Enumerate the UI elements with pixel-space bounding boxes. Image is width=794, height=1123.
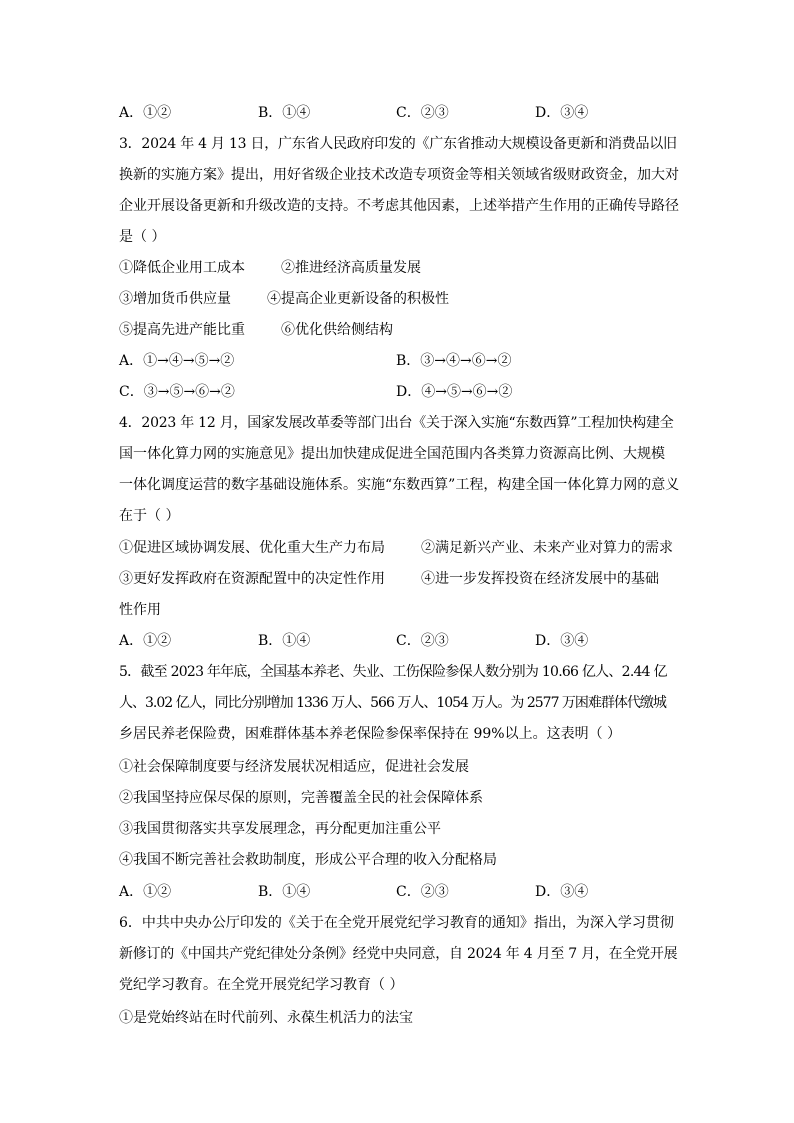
q2-option-c: C．②③: [396, 105, 449, 121]
q4-item-1: ①促进区域协调发展、优化重大生产力布局: [119, 540, 385, 556]
q5-option-a: A．①②: [119, 884, 172, 900]
q4-stem-line-2: 国一体化算力网的实施意见》提出加快建成促进全国范围内各类算力资源高比例、大规模: [119, 446, 665, 462]
q3-item-4: ④提高企业更新设备的积极性: [267, 291, 449, 307]
q4-stem-line-1: 4．2023 年 12 月，国家发展改革委等部门出台《关于深入实施“东数西算”工程加快构建全: [119, 415, 674, 431]
q3-item-2: ②推进经济高质量发展: [281, 260, 421, 276]
q2-option-d: D．③④: [535, 105, 589, 121]
q6-stem-line-3: 党纪学习教育。在全党开展党纪学习教育（ ）: [119, 977, 404, 993]
q3-stem-line-3: 企业开展设备更新和升级改造的支持。不考虑其他因素，上述举措产生作用的正确传导路径: [119, 198, 679, 214]
q4-option-c: C．②③: [396, 633, 449, 649]
q3-item-3: ③增加货币供应量: [119, 291, 231, 307]
q5-item-4: ④我国不断完善社会救助制度，形成公平合理的收入分配格局: [119, 852, 497, 868]
q5-option-b: B．①④: [258, 884, 311, 900]
q2-option-a: A．①②: [119, 105, 172, 121]
q5-option-d: D．③④: [535, 884, 589, 900]
q3-item-1: ①降低企业用工成本: [119, 260, 245, 276]
q4-option-a: A．①②: [119, 633, 172, 649]
q6-stem-line-1: 6．中共中央办公厅印发的《关于在全党开展党纪学习教育的通知》指出，为深入学习贯彻: [119, 915, 674, 931]
q4-option-b: B．①④: [258, 633, 311, 649]
q3-stem-line-2: 换新的实施方案》提出，用好省级企业技术改造专项资金等相关领域省级财政资金，加大对: [119, 167, 679, 183]
q5-stem-line-3: 乡居民养老保险费，困难群体基本养老保险参保率保持在 99%以上。这表明（ ）: [119, 726, 622, 742]
q4-item-2: ②满足新兴产业、未来产业对算力的需求: [421, 540, 673, 556]
q4-stem-line-4: 在于（ ）: [119, 508, 180, 524]
q5-option-c: C．②③: [396, 884, 449, 900]
q5-item-2: ②我国坚持应保尽保的原则，完善覆盖全民的社会保障体系: [119, 790, 483, 806]
q4-stem-line-3: 一体化调度运营的数字基础设施体系。实施“东数西算”工程，构建全国一体化算力网的意义: [119, 477, 680, 493]
q3-option-d: D．④→⑤→⑥→②: [396, 384, 513, 400]
q3-item-6: ⑥优化供给侧结构: [281, 322, 393, 338]
q3-stem-line-1: 3．2024 年 4 月 13 日，广东省人民政府印发的《广东省推动大规模设备更新和消费品以旧: [119, 136, 677, 152]
q5-stem-line-1: 5．截至 2023 年年底，全国基本养老、失业、工伤保险参保人数分别为 10.66 亿人、2.44 亿: [119, 664, 667, 680]
q3-option-c: C．③→⑤→⑥→②: [119, 384, 235, 400]
q6-stem-line-2: 新修订的《中国共产党纪律处分条例》经党中央同意，自 2024 年 4 月至 7 月，在全党开展: [119, 946, 678, 962]
q5-stem-line-2: 人、3.02 亿人，同比分别增加 1336 万人、566 万人、1054 万人。为 2577 万困难群体代缴城: [119, 695, 666, 711]
q6-item-1: ①是党始终站在时代前列、永葆生机活力的法宝: [119, 1010, 413, 1026]
q2-option-b: B．①④: [258, 105, 311, 121]
q3-option-b: B．③→④→⑥→②: [396, 353, 512, 369]
q4-item-4: ④进一步发挥投资在经济发展中的基础: [421, 571, 659, 587]
q3-stem-line-4: 是（ ）: [119, 229, 166, 245]
q4-item-4-continued: 性作用: [119, 602, 161, 618]
q4-option-d: D．③④: [535, 633, 589, 649]
q5-item-3: ③我国贯彻落实共享发展理念，再分配更加注重公平: [119, 821, 441, 837]
q4-item-3: ③更好发挥政府在资源配置中的决定性作用: [119, 571, 385, 587]
q3-option-a: A．①→④→⑤→②: [119, 353, 235, 369]
q5-item-1: ①社会保障制度要与经济发展状况相适应，促进社会发展: [119, 759, 469, 775]
q3-item-5: ⑤提高先进产能比重: [119, 322, 245, 338]
